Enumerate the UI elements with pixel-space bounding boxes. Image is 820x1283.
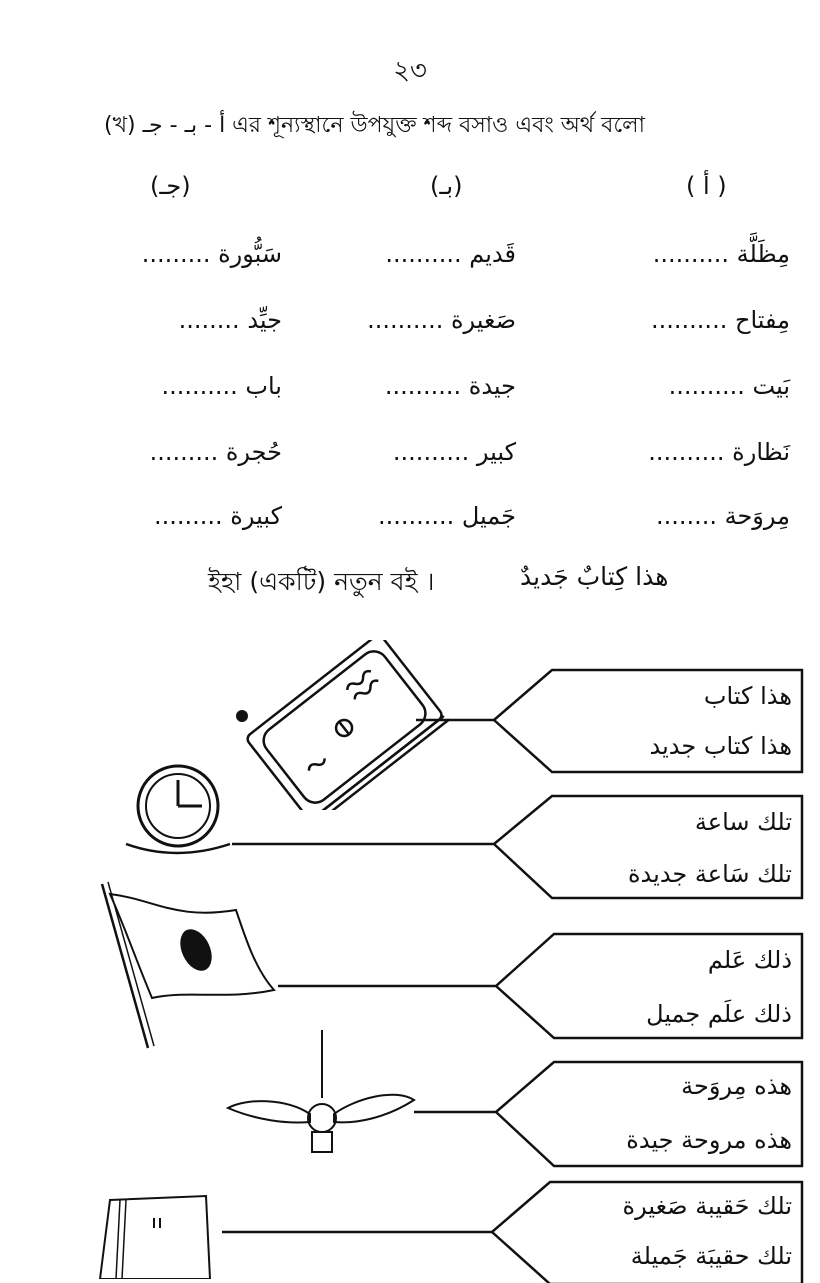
callout-flag-line-2: ذلك علَم جميل <box>646 1000 792 1028</box>
row-5-col-c: كبيرة ......... <box>153 502 282 530</box>
row-3-col-c: باب .......... <box>161 372 282 400</box>
row-4-col-c: حُجرة ......... <box>149 438 282 466</box>
row-2-col-b: صَغيرة .......... <box>367 306 516 334</box>
callout-clock-line-1: تلك ساعة <box>694 808 792 836</box>
example-bengali: ইহা (একটি) নতুন বই । <box>208 567 435 596</box>
callout-bag-line-2: تلك حقيبَة جَميلة <box>630 1242 792 1270</box>
row-2-col-a: مِفتاح .......... <box>651 306 790 334</box>
bag-icon <box>96 1188 226 1279</box>
column-header-b: (بـ) <box>430 172 463 200</box>
callout-fan-line-2: هذه مروحة جيدة <box>626 1126 792 1154</box>
row-4-col-b: كبير .......... <box>392 438 516 466</box>
flag-icon <box>96 880 276 1050</box>
row-5-col-b: جَميل .......... <box>377 502 516 530</box>
callout-flag <box>278 932 804 1040</box>
row-5-col-a: مِروَحة ........ <box>655 502 790 530</box>
row-3-col-b: جيدة .......... <box>384 372 516 400</box>
callout-bag <box>222 1180 804 1279</box>
callout-bag-line-1: تلك حَقيبة صَغيرة <box>622 1192 792 1220</box>
callout-book-line-1: هذا كتاب <box>703 682 792 710</box>
row-1-col-b: قَديم .......... <box>385 240 516 268</box>
column-header-c: (جـ) <box>150 172 191 200</box>
row-2-col-c: جيِّد ........ <box>178 306 282 334</box>
row-4-col-a: نَظارة .......... <box>648 438 790 466</box>
callout-book-line-2: هذا كتاب جديد <box>649 732 792 760</box>
callout-fan-line-1: هذه مِروَحة <box>681 1072 792 1100</box>
callout-flag-line-1: ذلك عَلم <box>707 946 792 974</box>
fan-icon <box>226 1028 416 1160</box>
callout-clock <box>232 794 804 900</box>
example-arabic: هذا كِتابٌ جَديدٌ <box>520 562 669 591</box>
page-number: ২৩ <box>393 56 427 86</box>
row-3-col-a: بَيت .......... <box>668 372 790 400</box>
callout-clock-line-2: تلك سَاعة جديدة <box>627 860 792 888</box>
callout-fan <box>414 1060 804 1168</box>
column-header-a: ( أ ) <box>686 172 727 200</box>
clock-icon <box>122 764 232 864</box>
row-1-col-c: سَبُّورة ......... <box>141 240 282 268</box>
row-1-col-a: مِظَلَّة .......... <box>652 240 790 268</box>
exercise-instruction: (খ) أ - بـ - جـ এর শূন্যস্থানে উপযুক্ত শব্দ বসাও এবং অর্থ বলো <box>104 113 645 138</box>
callout-book <box>416 668 804 774</box>
